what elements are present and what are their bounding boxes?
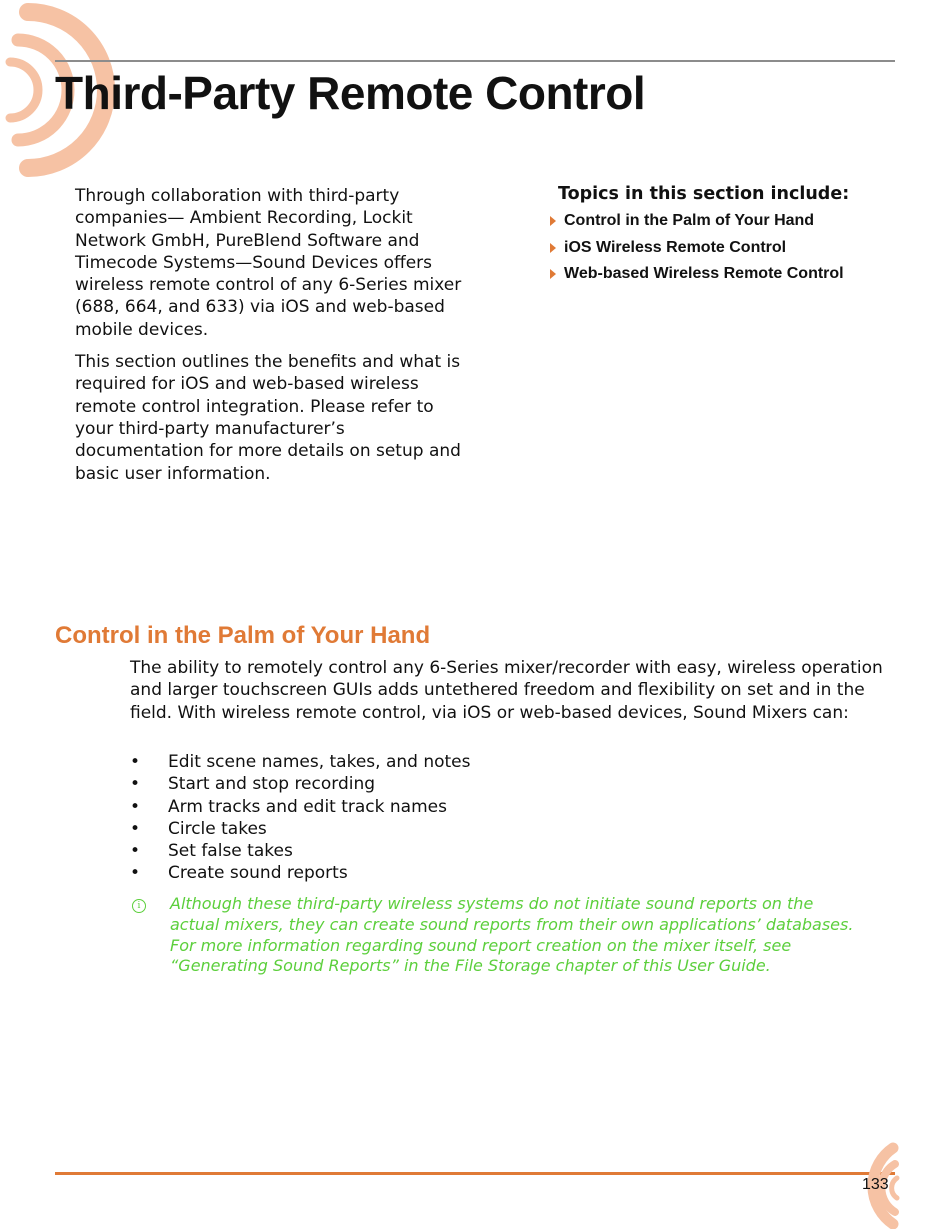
page-title: Third-Party Remote Control xyxy=(55,67,646,119)
footer-rule xyxy=(55,1172,895,1175)
info-note xyxy=(130,894,870,977)
list-item xyxy=(130,796,471,818)
bullet-icon: • xyxy=(130,863,141,884)
bullet-icon: • xyxy=(130,796,141,817)
list-item xyxy=(130,751,471,773)
caret-right-icon xyxy=(550,269,556,279)
topic-link-ios-remote[interactable] xyxy=(548,235,908,262)
list-item-text: Circle takes xyxy=(168,818,267,839)
topic-link-label: Control in the Palm of Your Hand xyxy=(564,212,815,230)
list-item-text: Set false takes xyxy=(168,841,293,862)
bullet-icon: • xyxy=(130,752,141,772)
note-text: Although these third-party wireless systems do not initiate sound reports on the actual mixers, they can create sound reports from their own applications’ databases. For more information regarding sound report creation on the mixer itself, see “Generating Sound Reports” in the File Storage chapter of this User Guide. xyxy=(170,894,854,976)
topic-link-label: Web-based Wireless Remote Control xyxy=(564,265,844,283)
intro-text xyxy=(75,185,475,495)
topic-link-web-remote[interactable] xyxy=(548,261,908,288)
page-number: 133 xyxy=(862,1176,889,1193)
list-item xyxy=(130,862,471,884)
caret-right-icon xyxy=(550,243,556,253)
header-rule xyxy=(55,60,895,62)
list-item-text: Create sound reports xyxy=(168,863,348,884)
list-item-text: Start and stop recording xyxy=(168,774,376,795)
list-item xyxy=(130,818,471,840)
list-item xyxy=(130,773,471,795)
list-item-text: Edit scene names, takes, and notes xyxy=(168,752,471,772)
list-item-text: Arm tracks and edit track names xyxy=(168,796,447,817)
caret-right-icon xyxy=(550,216,556,226)
sound-wave-swirl-icon xyxy=(835,1142,950,1229)
topic-link-palm-control[interactable] xyxy=(548,208,908,235)
info-icon: i xyxy=(132,899,146,913)
topic-link-label: iOS Wireless Remote Control xyxy=(564,238,787,256)
section-heading: Control in the Palm of Your Hand xyxy=(55,622,431,649)
intro-paragraph: Through collaboration with third-party companies— Ambient Recording, Lockit Network GmbH, PureBlend Software and Timecode Systems—Sound Devices offers wireless remote control of any 6-Series mixer (688, 664, and 633) via iOS and web-based mobile devices. xyxy=(75,186,462,340)
list-item xyxy=(130,840,471,862)
bullet-icon: • xyxy=(130,818,141,839)
bullet-icon: • xyxy=(130,841,141,862)
section-body: The ability to remotely control any 6-Series mixer/recorder with easy, wireless operation and larger touchscreen GUIs adds untethered freedom and flexibility on set and in the field. With wireless remote control, via iOS or web-based devices, Sound Mixers can: xyxy=(130,658,883,723)
bullet-icon: • xyxy=(130,774,141,795)
topics-heading: Topics in this section include: xyxy=(558,184,850,204)
capabilities-list xyxy=(130,751,471,885)
intro-paragraph: This section outlines the benefits and what is required for iOS and web-based wireless remote control integration. Please refer to your third-party manufacturer’s documentation for more details on setup and basic user information. xyxy=(75,352,461,484)
topics-box xyxy=(548,184,908,288)
